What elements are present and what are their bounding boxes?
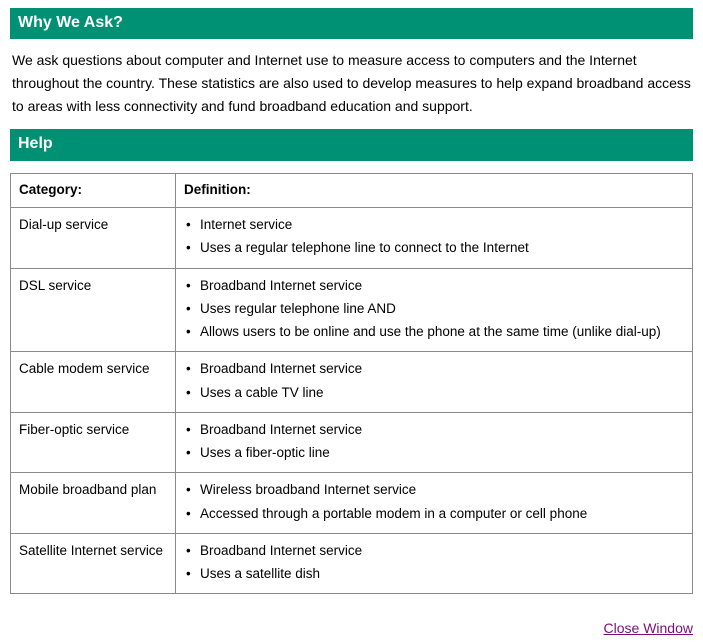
definition-item [184, 504, 684, 524]
help-table [10, 173, 693, 595]
definition-item [184, 443, 684, 463]
definition-item [184, 541, 684, 561]
help-title: Help [18, 135, 53, 153]
definition-list [184, 276, 684, 343]
footer [604, 620, 693, 636]
help-header [10, 129, 693, 160]
why-we-ask-body: We ask questions about computer and Internet use to measure access to computers and the Internet throughout the country. These statistics are also used to develop measures to help expand broadband access to areas with less connectivity and fund broadband education and support. [12, 52, 691, 114]
table-row [11, 412, 693, 473]
definition-text: Broadband Internet service [200, 277, 363, 293]
cell-category: Fiber-optic service [11, 412, 176, 473]
bullet-icon: • [186, 300, 191, 316]
bullet-icon: • [186, 505, 191, 521]
bullet-icon: • [186, 445, 191, 461]
definition-list [184, 541, 684, 585]
cell-definition [176, 268, 693, 352]
definition-list [184, 215, 684, 259]
cell-category: Satellite Internet service [11, 533, 176, 594]
definition-text: Broadband Internet service [200, 542, 363, 558]
definition-text: Broadband Internet service [200, 421, 363, 437]
close-window-link[interactable]: Close Window [603, 620, 693, 636]
table-row [11, 473, 693, 534]
table-row [11, 208, 693, 269]
bullet-icon: • [186, 277, 191, 293]
help-table-body [11, 208, 693, 594]
cell-category: Mobile broadband plan [11, 473, 176, 534]
why-we-ask-header [10, 8, 693, 39]
column-header-definition: Definition: [176, 173, 693, 207]
definition-text: Allows users to be online and use the phone at the same time (unlike dial-up) [200, 324, 661, 340]
cell-category: Dial-up service [11, 208, 176, 269]
bullet-icon: • [186, 361, 191, 377]
definition-list [184, 480, 684, 524]
bullet-icon: • [186, 482, 191, 498]
bullet-icon: • [186, 566, 191, 582]
why-we-ask-title: Why We Ask? [18, 14, 123, 31]
definition-item [184, 359, 684, 379]
bullet-icon: • [186, 324, 191, 340]
definition-text: Internet service [200, 217, 293, 233]
definition-item [184, 238, 684, 258]
definition-item [184, 276, 684, 296]
definition-text: Broadband Internet service [200, 361, 363, 377]
definition-list [184, 359, 684, 403]
cell-category: Cable modem service [11, 352, 176, 413]
definition-item [184, 480, 684, 500]
definition-list [184, 420, 684, 464]
cell-definition [176, 412, 693, 473]
table-header-row [11, 173, 693, 207]
definition-text: Uses a cable TV line [200, 384, 324, 400]
cell-definition [176, 473, 693, 534]
bullet-icon: • [186, 240, 191, 256]
column-header-category: Category: [11, 173, 176, 207]
definition-item [184, 299, 684, 319]
table-row [11, 268, 693, 352]
definition-text: Accessed through a portable modem in a computer or cell phone [200, 505, 588, 521]
definition-item [184, 383, 684, 403]
bullet-icon: • [186, 542, 191, 558]
definition-item [184, 420, 684, 440]
definition-text: Uses a fiber-optic line [200, 445, 330, 461]
cell-category: DSL service [11, 268, 176, 352]
definition-text: Uses a regular telephone line to connect to the Internet [200, 240, 529, 256]
definition-text: Uses regular telephone line AND [200, 300, 396, 316]
cell-definition [176, 208, 693, 269]
bullet-icon: • [186, 384, 191, 400]
table-row [11, 352, 693, 413]
bullet-icon: • [186, 217, 191, 233]
definition-text: Uses a satellite dish [200, 566, 321, 582]
cell-definition [176, 533, 693, 594]
bullet-icon: • [186, 421, 191, 437]
definition-text: Wireless broadband Internet service [200, 482, 417, 498]
definition-item [184, 322, 684, 342]
table-row [11, 533, 693, 594]
definition-item [184, 564, 684, 584]
definition-item [184, 215, 684, 235]
cell-definition [176, 352, 693, 413]
